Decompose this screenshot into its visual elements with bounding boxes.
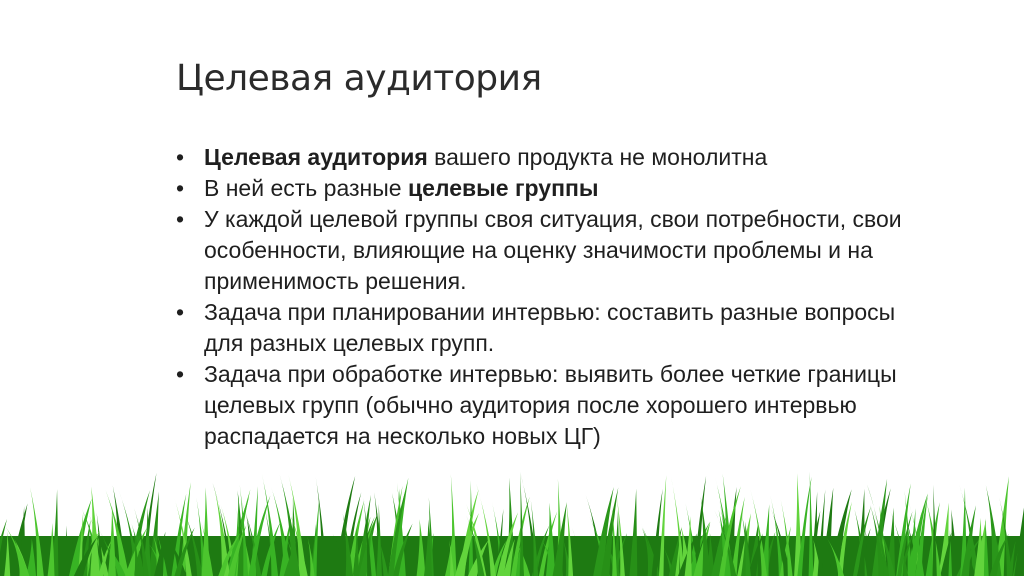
bullet-item: [176, 142, 936, 173]
bullet-item: [176, 297, 936, 359]
grass-blade: [809, 472, 814, 576]
bullet-bold-text: целевые группы: [407, 175, 599, 201]
bullet-text: Задача при планировании интервью: составить разные вопросы для разных целевых групп.: [204, 299, 896, 356]
bullet-marker: •: [176, 175, 185, 201]
bullet-text: Задача при обработке интервью: выявить более четкие границы целевых групп (обычно аудитория после хорошего интервью распадается на несколько новых ЦГ): [204, 361, 897, 449]
bullet-list: [176, 142, 936, 452]
bullet-text: вашего продукта не монолитна: [427, 144, 768, 170]
bullet-bold-text: Целевая аудитория: [204, 144, 428, 170]
grass-blade: [629, 489, 637, 576]
bullet-text: У каждой целевой группы своя ситуация, свои потребности, свои особенности, влияющие на оценку значимости проблемы и на применимость решения.: [204, 206, 902, 294]
bullet-marker: •: [176, 299, 185, 325]
bullet-marker: •: [176, 206, 185, 232]
bullet-item: [176, 359, 936, 452]
slide-title: Целевая аудитория: [176, 58, 542, 99]
bullet-item: [176, 204, 936, 297]
grass-decoration: [0, 466, 1024, 576]
bullet-marker: •: [176, 361, 185, 387]
bullet-item: [176, 173, 936, 204]
bullet-marker: •: [176, 144, 185, 170]
bullet-text: В ней есть разные: [204, 175, 408, 201]
